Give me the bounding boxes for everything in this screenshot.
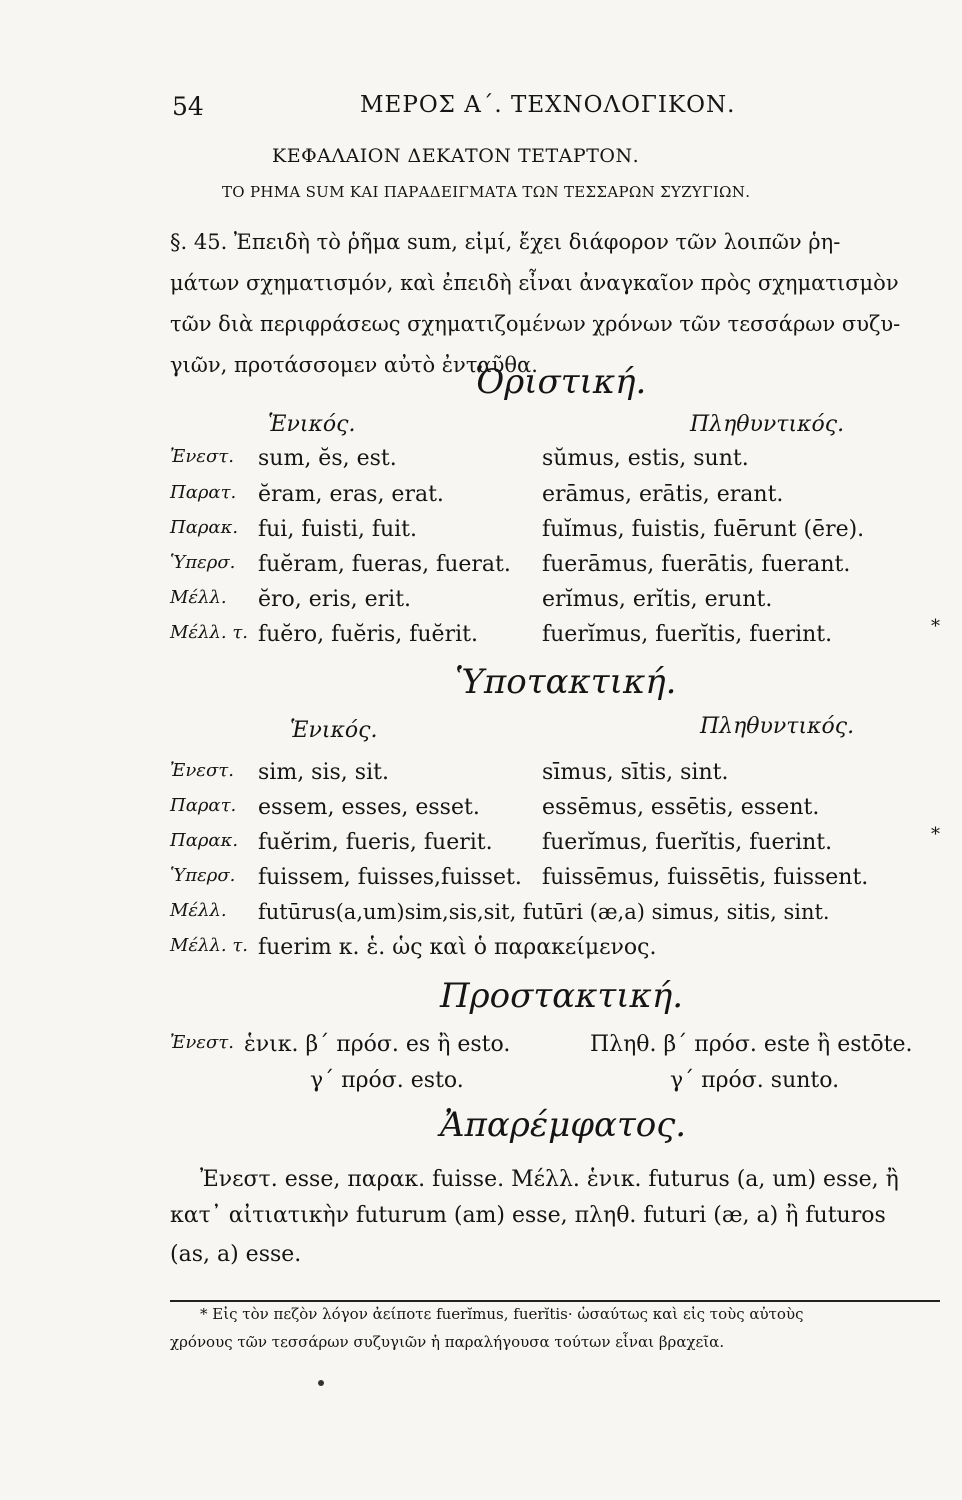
subjunctive-row-perfect xyxy=(170,824,940,866)
plural-forms: fuerāmus, fuerātis, fuerant. xyxy=(542,552,851,577)
tense-label: Μέλλ. xyxy=(170,587,227,608)
future-perfect-note: fuerim κ. ἑ. ὡς καὶ ὁ παρακείμενος. xyxy=(258,935,657,960)
tense-label: Ἐνεστ. xyxy=(170,446,234,467)
plural-forms: erāmus, erātis, erant. xyxy=(542,482,784,507)
plural-forms: sŭmus, estis, sunt. xyxy=(542,446,749,471)
tense-label: Παρακ. xyxy=(170,517,239,538)
singular-forms: sum, ĕs, est. xyxy=(258,446,397,471)
plural-forms: essēmus, essētis, essent. xyxy=(542,795,820,820)
singular-forms: ĕram, eras, erat. xyxy=(258,482,444,507)
imperative-singular-third: γ΄ πρόσ. esto. xyxy=(310,1068,464,1093)
imperative-row-2 xyxy=(170,1068,940,1104)
indicative-row-imperfect xyxy=(170,482,940,518)
subjunctive-singular-label: Ἑνικός. xyxy=(290,718,378,743)
tense-label: Μέλλ. τ. xyxy=(170,935,249,956)
tense-label: Παρακ. xyxy=(170,830,239,851)
singular-forms: ĕro, eris, erit. xyxy=(258,587,412,612)
subjunctive-row-present xyxy=(170,760,940,796)
tense-label: Παρατ. xyxy=(170,795,237,816)
footnote-divider xyxy=(170,1300,940,1302)
singular-forms: fuĕram, fueras, fuerat. xyxy=(258,552,511,577)
singular-forms: fuissem, fuisses,fuisset. xyxy=(258,865,522,890)
infinitive-line: (as, a) esse. xyxy=(170,1242,302,1267)
future-periphrastic-forms: futūrus(a,um)sim,sis,sit, futūri (æ,a) simus, sitis, sint. xyxy=(258,900,830,924)
subjunctive-heading: Ὑποτακτική. xyxy=(455,662,677,702)
subjunctive-row-imperfect xyxy=(170,795,940,831)
paragraph-line: τῶν διὰ περιφράσεως σχηματιζομένων χρόνων τῶν τεσσάρων συζυ- xyxy=(170,312,901,336)
infinitive-line: Ἐνεστ. esse, παρακ. fuisse. Μέλλ. ἑνικ. futurus (a, um) esse, ἢ xyxy=(200,1167,899,1192)
tense-label: Ὑπερσ. xyxy=(170,552,236,573)
running-header: ΜΕΡΟΣ Α΄. ΤΕΧΝΟΛΟΓΙΚΟΝ. xyxy=(360,92,736,118)
infinitive-heading: Ἀπαρέμφατος. xyxy=(440,1105,687,1145)
imperative-plural-third: γ΄ πρόσ. sunto. xyxy=(670,1068,840,1093)
footnote-marker: * xyxy=(931,824,940,845)
chapter-title: ΚΕΦΑΛΑΙΟΝ ΔΕΚΑΤΟΝ ΤΕΤΑΡΤΟΝ. xyxy=(272,145,640,167)
plural-forms: fuĭmus, fuistis, fuērunt (ēre). xyxy=(542,517,865,542)
ink-dot xyxy=(318,1380,324,1386)
imperative-plural: Πληθ. β΄ πρόσ. este ἢ estōte. xyxy=(590,1032,913,1057)
tense-label: Παρατ. xyxy=(170,482,237,503)
tense-label: Μέλλ. xyxy=(170,900,227,921)
imperative-row-1 xyxy=(170,1032,940,1068)
indicative-row-future xyxy=(170,587,940,623)
indicative-row-future-perfect xyxy=(170,616,940,658)
indicative-row-perfect xyxy=(170,517,940,553)
tense-label: Μέλλ. τ. xyxy=(170,622,249,643)
plural-forms: fuerĭmus, fuerĭtis, fuerint. xyxy=(542,622,833,647)
footnote-line: * Εἰς τὸν πεζὸν λόγον ἀείποτε fuerĭmus, fuerĭtis· ὡσαύτως καὶ εἰς τοὺς αὐτοὺς xyxy=(200,1305,804,1323)
singular-forms: sim, sis, sit. xyxy=(258,760,389,785)
indicative-plural-label: Πληθυντικός. xyxy=(690,412,845,437)
subjunctive-row-future xyxy=(170,900,940,936)
singular-forms: fuĕrim, fueris, fuerit. xyxy=(258,830,493,855)
indicative-heading: Ὁριστική. xyxy=(475,362,647,402)
imperative-singular: ἑνικ. β΄ πρόσ. es ἢ esto. xyxy=(244,1032,511,1057)
indicative-row-pluperfect xyxy=(170,552,940,588)
subjunctive-row-future-perfect xyxy=(170,935,940,971)
paragraph-line: §. 45. Ἐπειδὴ τὸ ῥῆμα sum, εἰμί, ἔχει διάφορον τῶν λοιπῶν ῥη- xyxy=(170,230,841,254)
plural-forms: erĭmus, erĭtis, erunt. xyxy=(542,587,773,612)
tense-label: Ἐνεστ. xyxy=(170,760,234,781)
indicative-singular-label: Ἑνικός. xyxy=(268,412,356,437)
subjunctive-plural-label: Πληθυντικός. xyxy=(700,714,855,739)
singular-forms: essem, esses, esset. xyxy=(258,795,480,820)
plural-forms: sīmus, sītis, sint. xyxy=(542,760,729,785)
singular-forms: fui, fuisti, fuit. xyxy=(258,517,418,542)
imperative-heading: Προστακτική. xyxy=(440,976,683,1016)
paragraph-line: γιῶν, προτάσσομεν αὐτὸ ἐνταῦθα. xyxy=(170,353,538,377)
tense-label: Ἐνεστ. xyxy=(170,1032,234,1053)
footnote-marker: * xyxy=(931,616,940,637)
plural-forms: fuissēmus, fuissētis, fuissent. xyxy=(542,865,869,890)
infinitive-line: κατ᾽ αἰτιατικὴν futurum (am) esse, πληθ. futuri (æ, a) ἢ futuros xyxy=(170,1203,886,1228)
chapter-subtitle: ΤΟ ΡΗΜΑ SUM ΚΑΙ ΠΑΡΑΔΕΙΓΜΑΤΑ ΤΩΝ ΤΕΣΣΑΡΩΝ ΣΥΖΥΓΙΩΝ. xyxy=(222,183,751,201)
indicative-row-present xyxy=(170,446,940,482)
plural-forms: fuerĭmus, fuerĭtis, fuerint. xyxy=(542,830,833,855)
footnote-line: χρόνους τῶν τεσσάρων συζυγιῶν ἡ παραλήγουσα τούτων εἶναι βραχεῖα. xyxy=(170,1333,725,1351)
subjunctive-row-pluperfect xyxy=(170,865,940,901)
page-number: 54 xyxy=(172,92,204,121)
paragraph-line: μάτων σχηματισμόν, καὶ ἐπειδὴ εἶναι ἀναγκαῖον πρὸς σχηματισμὸν xyxy=(170,271,899,295)
tense-label: Ὑπερσ. xyxy=(170,865,236,886)
singular-forms: fuĕro, fuĕris, fuĕrit. xyxy=(258,622,478,647)
